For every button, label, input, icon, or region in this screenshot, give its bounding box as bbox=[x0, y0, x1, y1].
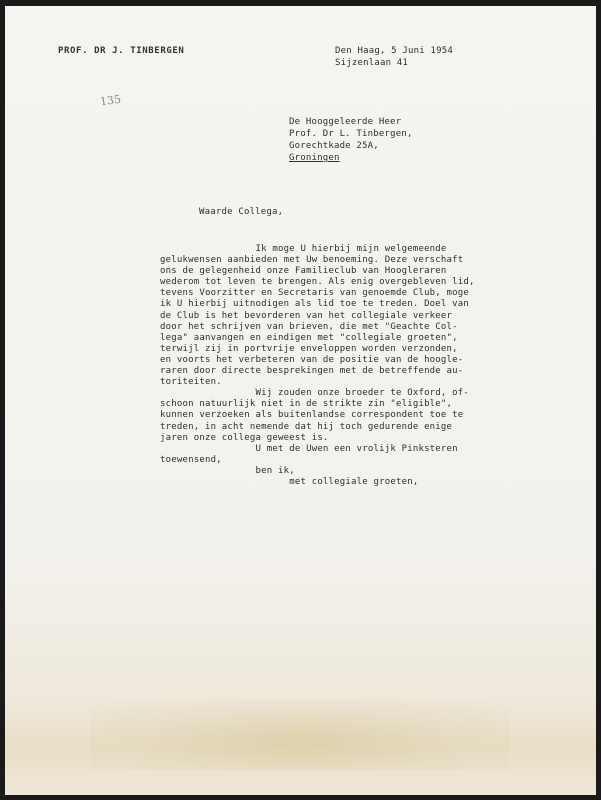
recipient-street: Gorechtkade 25A, bbox=[289, 141, 379, 151]
date-place: Den Haag, 5 Juni 1954 bbox=[335, 46, 453, 56]
body-line: wederom tot leven te brengen. Als enig overgebleven lid, bbox=[160, 277, 475, 288]
salutation: Waarde Collega, bbox=[199, 207, 284, 217]
body-line: Ik moge U hierbij mijn welgemeende bbox=[160, 244, 447, 254]
body-line: de Club is het bevorderen van het collegiale verkeer bbox=[160, 310, 453, 321]
sender-name: PROF. DR J. TINBERGEN bbox=[58, 46, 185, 56]
body-line: ik U hierbij uitnodigen als lid toe te treden. Doel van bbox=[160, 299, 470, 310]
body-line: raren door directe besprekingen met de betreffende au- bbox=[160, 366, 464, 377]
body-line: ben ik, bbox=[160, 465, 295, 476]
body-line: toewensend, bbox=[160, 454, 222, 465]
body-line: door het schrijven van brieven, die met "Geachte Col- bbox=[160, 321, 458, 332]
body-line: lega" aanvangen en eindigen met "collegiale groeten", bbox=[160, 332, 458, 343]
margin-pencil-mark: 135 bbox=[99, 92, 122, 109]
body-line: treden, in acht nemende dat hij toch gedurende enige bbox=[160, 421, 453, 432]
body-line: gelukwensen aanbieden met Uw benoeming. Deze verschaft bbox=[160, 255, 464, 266]
sender-street: Sijzenlaan 41 bbox=[335, 58, 409, 68]
body-line: met collegiale groeten, bbox=[160, 476, 419, 487]
body-line: Wij zouden onze broeder te Oxford, of- bbox=[160, 388, 470, 399]
body-line: en voorts het verbeteren van de positie van de hoogle- bbox=[160, 354, 464, 365]
recipient-name: Prof. Dr L. Tinbergen, bbox=[289, 129, 413, 139]
body-line: toriteiten. bbox=[160, 377, 222, 388]
letter-body bbox=[160, 244, 475, 488]
body-line: U met de Uwen een vrolijk Pinksteren bbox=[160, 443, 458, 454]
body-line: terwijl zij in portvrije enveloppen worden verzonden, bbox=[160, 343, 458, 354]
recipient-city: Groningen bbox=[289, 153, 340, 163]
body-line: schoon natuurlijk niet in de strikte zin "eligible", bbox=[160, 399, 453, 410]
scan-border-right bbox=[596, 0, 601, 800]
body-line: tevens Voorzitter en Secretaris van genoemde Club, moge bbox=[160, 288, 470, 299]
body-line: ons de gelegenheid onze Familieclub van Hoogleraren bbox=[160, 266, 447, 277]
scan-border-bottom bbox=[0, 795, 601, 800]
recipient-title: De Hooggeleerde Heer bbox=[289, 117, 402, 127]
body-line: kunnen verzoeken als buitenlandse correspondent toe te bbox=[160, 410, 464, 421]
body-line: jaren onze collega geweest is. bbox=[160, 432, 329, 443]
